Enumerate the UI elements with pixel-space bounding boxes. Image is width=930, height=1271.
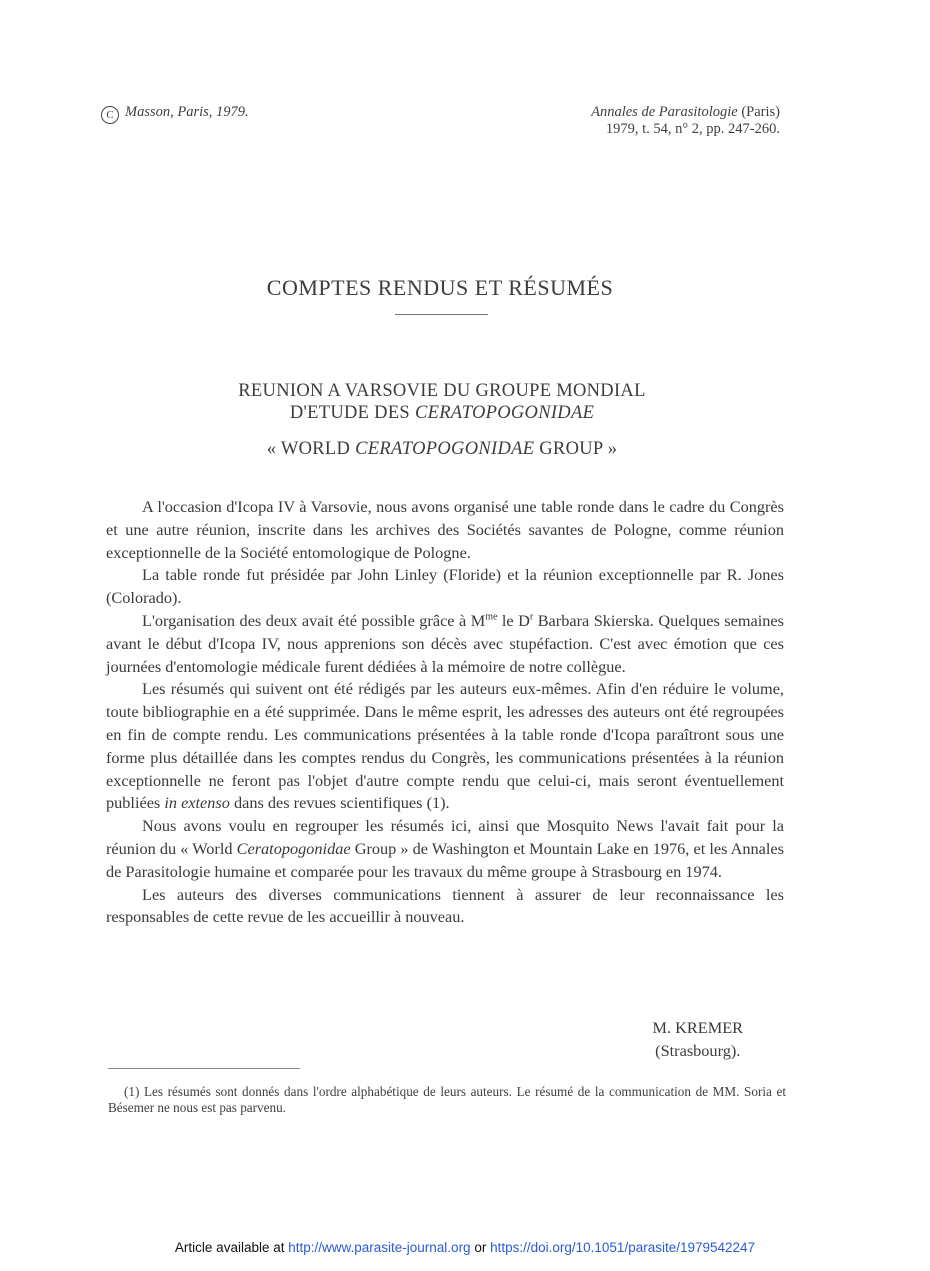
section-title-prefix: D'ETUDE DES	[289, 403, 415, 423]
in-extenso: in extenso	[164, 793, 230, 813]
paragraph-1: A l'occasion d'Icopa IV à Varsovie, nous avons organisé une table ronde dans le cadre du Congrès et une autre réunion, inscrite dans les archives des Sociétés savantes de Pologne, comme réunion exceptionnelle de la Société entomologique de Pologne.	[106, 497, 784, 562]
paragraph-6: Les auteurs des diverses communications tiennent à assurer de leur reconnaissance les responsables de cette revue de les accueillir à nouveau.	[106, 884, 784, 927]
publisher-line	[101, 104, 249, 124]
citation: 1979, t. 54, n° 2, pp. 247-260.	[605, 121, 780, 137]
paragraph-4	[106, 678, 784, 815]
paragraph-3-text: le D	[497, 610, 530, 630]
paragraph-4-text: dans des revues scientifiques (1).	[229, 793, 450, 813]
paragraph-3	[106, 610, 784, 678]
footnote: (1) Les résumés sont donnés dans l'ordre alphabétique de leurs auteurs. Le résumé de la communication de MM. Soria et Bésemer ne nous est pas parvenu.	[108, 1084, 786, 1115]
section-title-line1: REUNION A VARSOVIE DU GROUPE MONDIAL	[238, 381, 646, 401]
body-text	[106, 496, 784, 929]
paragraph-4-text: Les résumés qui suivent ont été rédigés par les auteurs eux-mêmes. Afin d'en réduire le volume, toute bibliographie en a été supprimée. Dans le même esprit, les adresses des auteurs ont été regroupées en fin de compte rendu. Les communications présentées à la table ronde d'Icopa paraîtront sous une forme plus détaillée dans les comptes rendus du Congrès, les communications présentées à la réunion exceptionnelle ne feront pas l'objet d'autre compte rendu que celui-ci, mais seront éventuellement publiées	[106, 679, 784, 813]
publisher: Masson, Paris, 1979.	[125, 104, 249, 120]
paragraph-3-text: Barbara Skierska. Quelques semaines avant le début d'Icopa IV, nous apprenions son décès avec stupéfaction. C'est avec émotion que ces journées d'entomologie médicale furent dédiées à la mémoire de notre collègue.	[106, 610, 784, 676]
paragraph-2: La table ronde fut présidée par John Linley (Floride) et la réunion exceptionnelle par R. Jones (Colorado).	[106, 565, 784, 608]
doi-link[interactable]: https://doi.org/10.1051/parasite/1979542247	[490, 1240, 756, 1255]
group-title-taxon: CERATOPOGONIDAE	[355, 439, 535, 459]
section-title	[0, 380, 884, 424]
paragraph-3-text: L'organisation des deux avait été possible grâce à M	[142, 610, 486, 630]
section-title-line2	[0, 402, 884, 424]
signature	[653, 1016, 743, 1062]
footnote-divider	[108, 1068, 300, 1069]
superscript-r: r	[529, 611, 534, 623]
paragraph-5	[106, 815, 784, 883]
journal-citation	[591, 104, 780, 138]
footer-prefix: Article available at	[174, 1240, 289, 1255]
section-title-taxon: CERATOPOGONIDAE	[414, 403, 595, 423]
journal-place: (Paris)	[741, 104, 780, 120]
paragraph-5-text: Group » de Washington et Mountain Lake en 1976, et les Annales de Parasitologie humaine et comparée pour les travaux du même groupe à Strasbourg en 1974.	[106, 838, 784, 881]
group-title	[0, 439, 884, 460]
journal-link[interactable]: http://www.parasite-journal.org	[288, 1240, 471, 1255]
group-title-close: GROUP »	[534, 439, 618, 459]
taxon-name: Ceratopogonidae	[236, 838, 351, 858]
superscript-me: me	[485, 611, 498, 623]
article-footer	[0, 1240, 930, 1255]
page-title: COMPTES RENDUS ET RÉSUMÉS	[266, 275, 614, 300]
signature-name: M. KREMER	[652, 1018, 743, 1037]
journal-name: Annales de Parasitologie	[591, 104, 738, 120]
copyright-icon: C	[101, 106, 119, 124]
footer-or: or	[470, 1240, 491, 1255]
signature-place: (Strasbourg).	[655, 1041, 741, 1060]
group-title-open: « WORLD	[266, 439, 356, 459]
paragraph-5-text: Nous avons voulu en regrouper les résumés ici, ainsi que Mosquito News l'avait fait pour la réunion du « World	[106, 816, 784, 858]
title-divider	[395, 314, 488, 315]
